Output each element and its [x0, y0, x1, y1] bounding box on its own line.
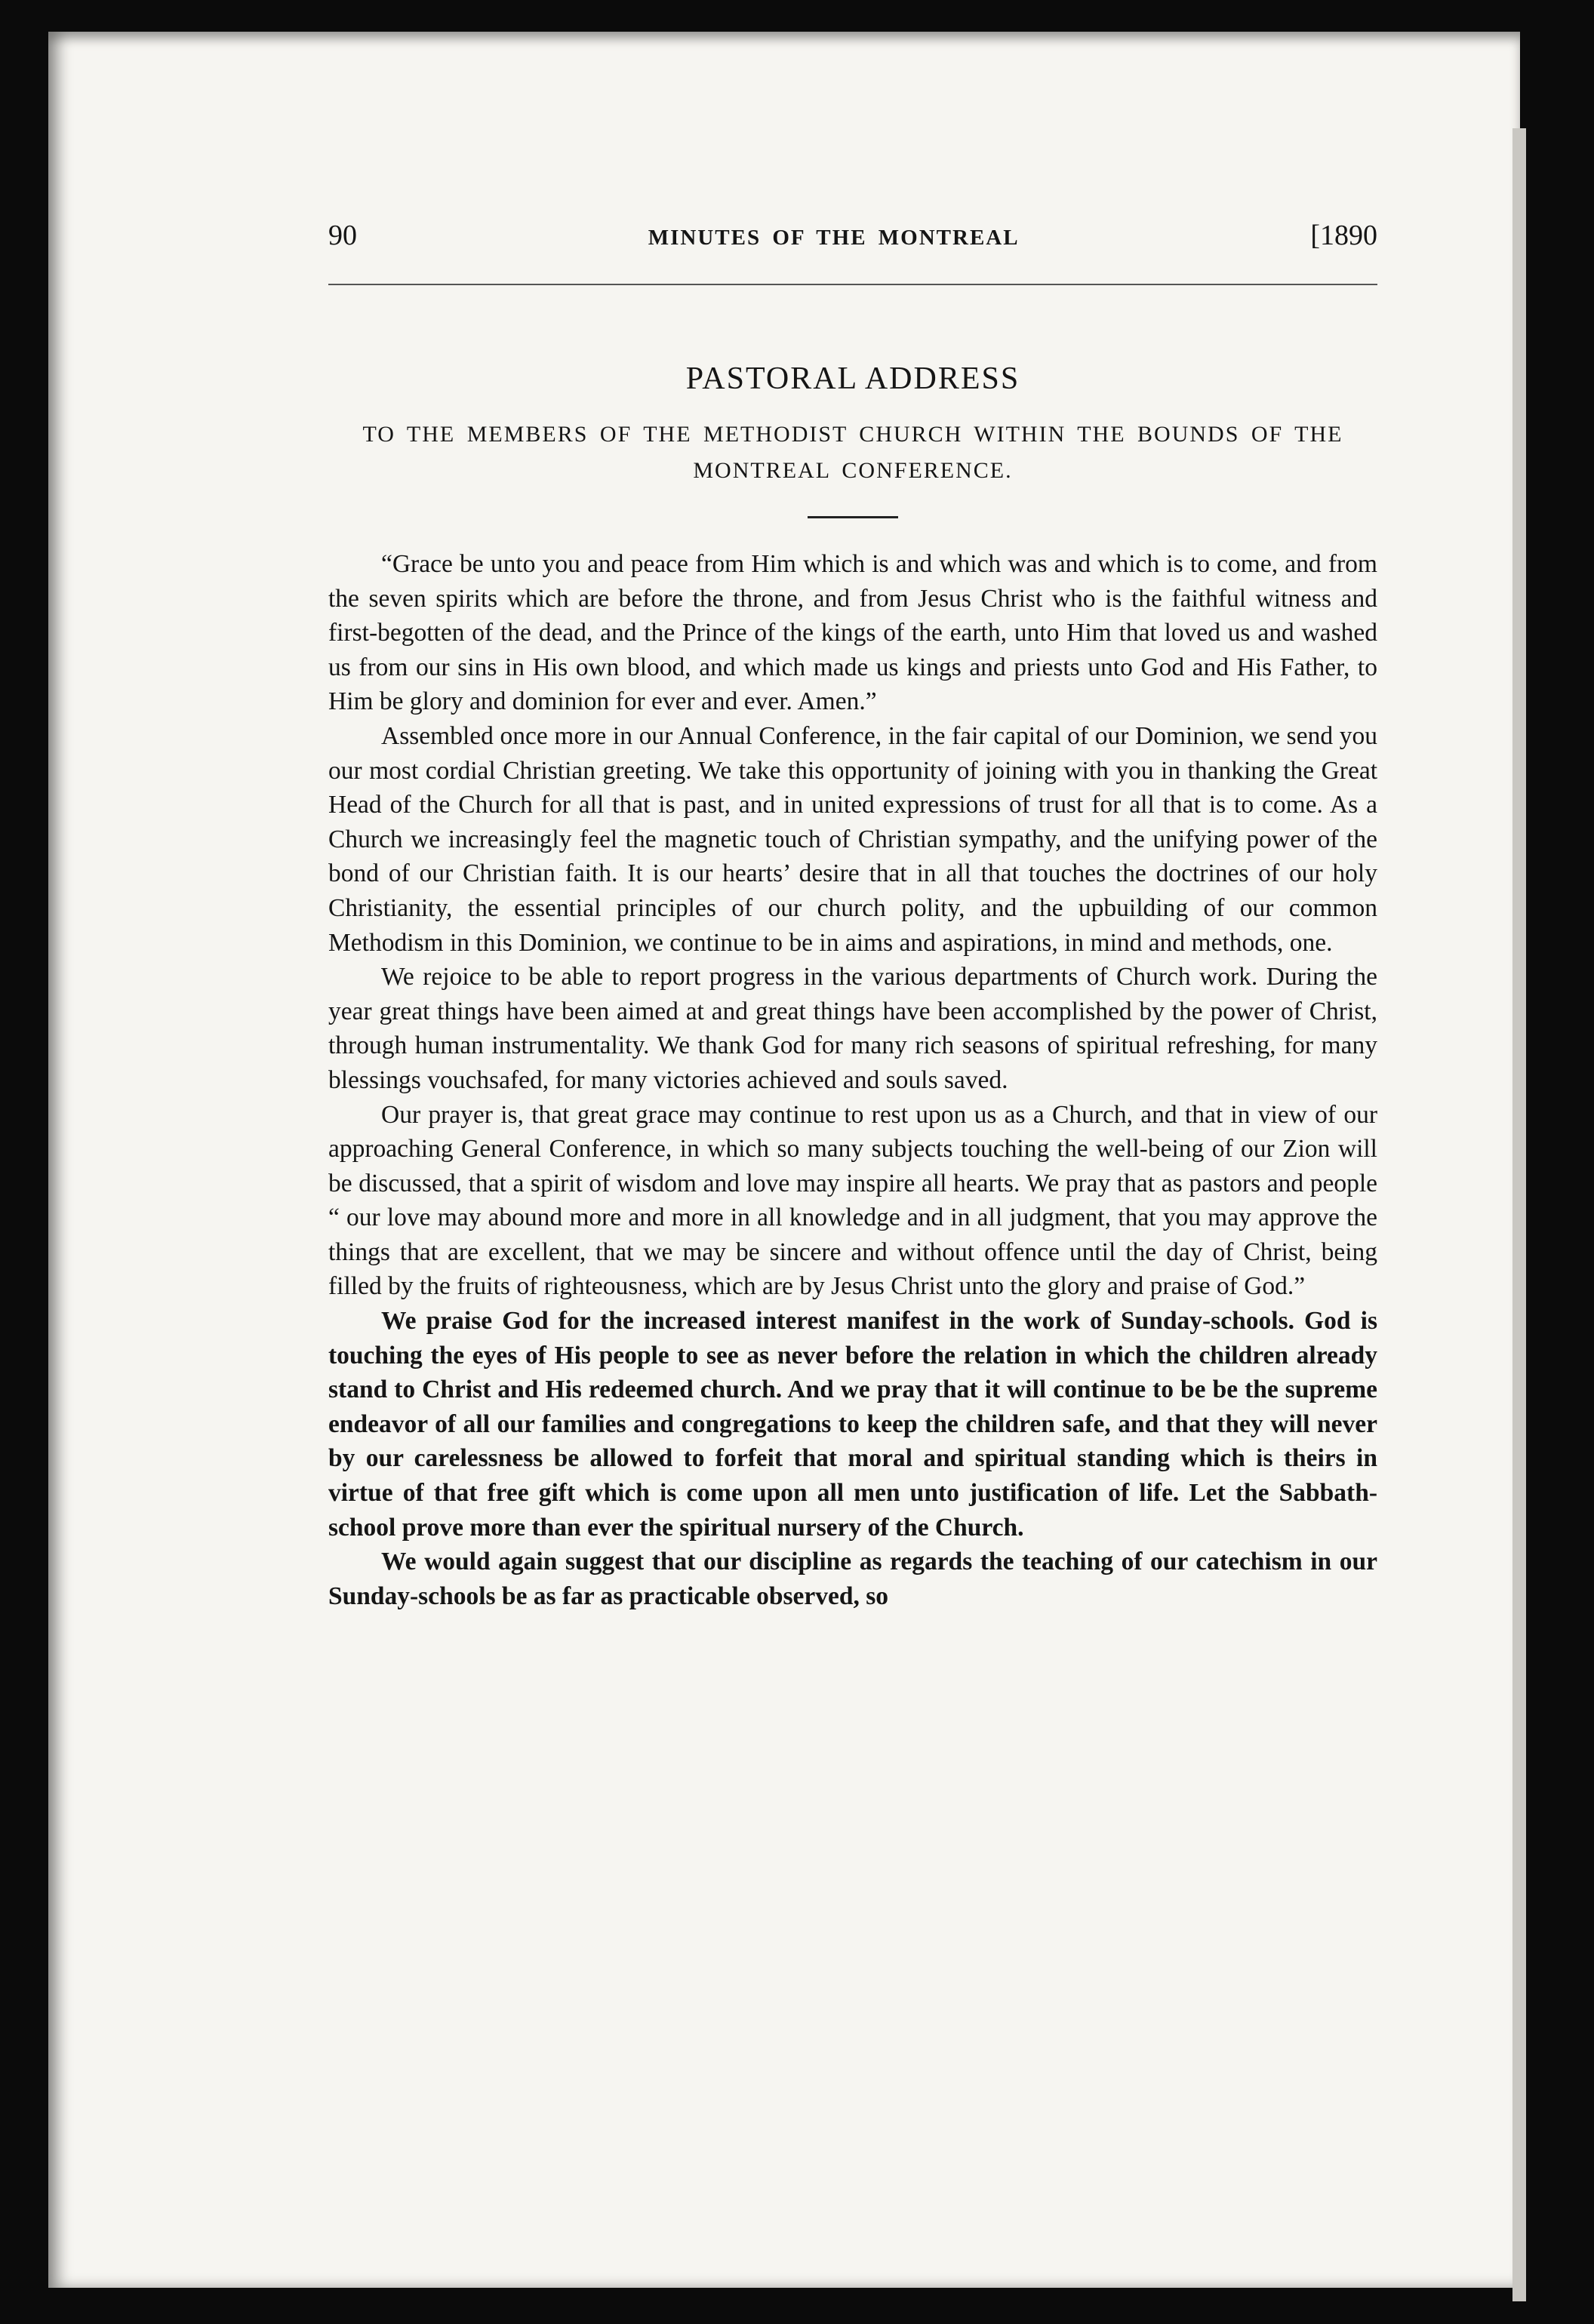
paragraph: Our prayer is, that great grace may continue to rest upon us as a Church, and that in view of our approaching General Conference, in which so many subjects touching the well-being of our Zion will be discussed, that a spirit of wisdom and love may inspire all hearts. We pray that as pastors and people “ our love may abound more and more in all knowledge and in all judgment, that you may approve the things that are excellent, that we may be sincere and without offence until the day of Christ, being filled by the fruits of righteousness, which are by Jesus Christ unto the glory and praise of God.” — [328, 1100, 1377, 1301]
paragraph: Assembled once more in our Annual Conference, in the fair capital of our Dominion, we send you our most cordial Christian greeting. We take this opportunity of joining with you in thanking the Great Head of the Church for all that is past, and in united expressions of trust for all that is to come. As a Church we increasingly feel the magnetic touch of Christian sympathy, and the unifying power of the bond of our Christian faith. It is our hearts’ desire that in all that touches the doctrines of our holy Christianity, the essential principles of our church polity, and the upbuilding of our common Methodism in this Dominion, we continue to be in aims and aspirations, in mind and methods, one. — [328, 721, 1377, 957]
header-rule — [328, 284, 1377, 285]
running-header — [328, 219, 1377, 261]
paragraph: We would again suggest that our discipline as regards the teaching of our catechism in our Sunday-schools be as far as practicable observed, so — [328, 1548, 1377, 1610]
document-heading: PASTORAL ADDRESS — [685, 361, 1020, 396]
page-number: 90 — [328, 220, 357, 251]
page-content — [328, 219, 1377, 1613]
section-divider — [808, 516, 898, 518]
paragraph: We rejoice to be able to report progress in the various departments of Church work. During the year great things have been aimed at and great things have been accomplished by the power of Christ, through human instrumentality. We thank God for many rich seasons of spiritual refreshing, for many blessings vouchsafed, for many victories achieved and souls saved. — [328, 963, 1377, 1094]
header-year: [1890 — [1310, 220, 1377, 251]
paragraph: “Grace be unto you and peace from Him which is and which was and which is to come, and from the seven spirits which are before the throne, and from Jesus Christ who is the faithful witness and first-begotten of the dead, and the Prince of the kings of the earth, unto Him that loved us and washed us from our sins in His own blood, and which made us kings and priests unto God and His Father, to Him be glory and dominion for ever and ever. Amen.” — [328, 550, 1377, 716]
running-title: MINUTES OF THE MONTREAL — [648, 226, 1020, 250]
document-subheading: TO THE MEMBERS OF THE METHODIST CHURCH WITHIN THE BOUNDS OF THE MONTREAL CONFERENCE. — [362, 422, 1343, 483]
adjacent-page-edge — [1512, 128, 1526, 2301]
address-body — [328, 547, 1377, 1613]
paragraph: We praise God for the increased interest manifest in the work of Sunday-schools. God is touching the eyes of His people to see as never before the relation in which the children already stand to Christ and His redeemed church. And we pray that it will continue to be be the supreme endeavor of all our families and congregations to keep the children safe, and that they will never by our carelessness be allowed to forfeit that moral and spiritual standing which is theirs in virtue of that free gift which is come upon all men unto justification of life. Let the Sabbath-school prove more than ever the spiritual nursery of the Church. — [328, 1307, 1377, 1542]
